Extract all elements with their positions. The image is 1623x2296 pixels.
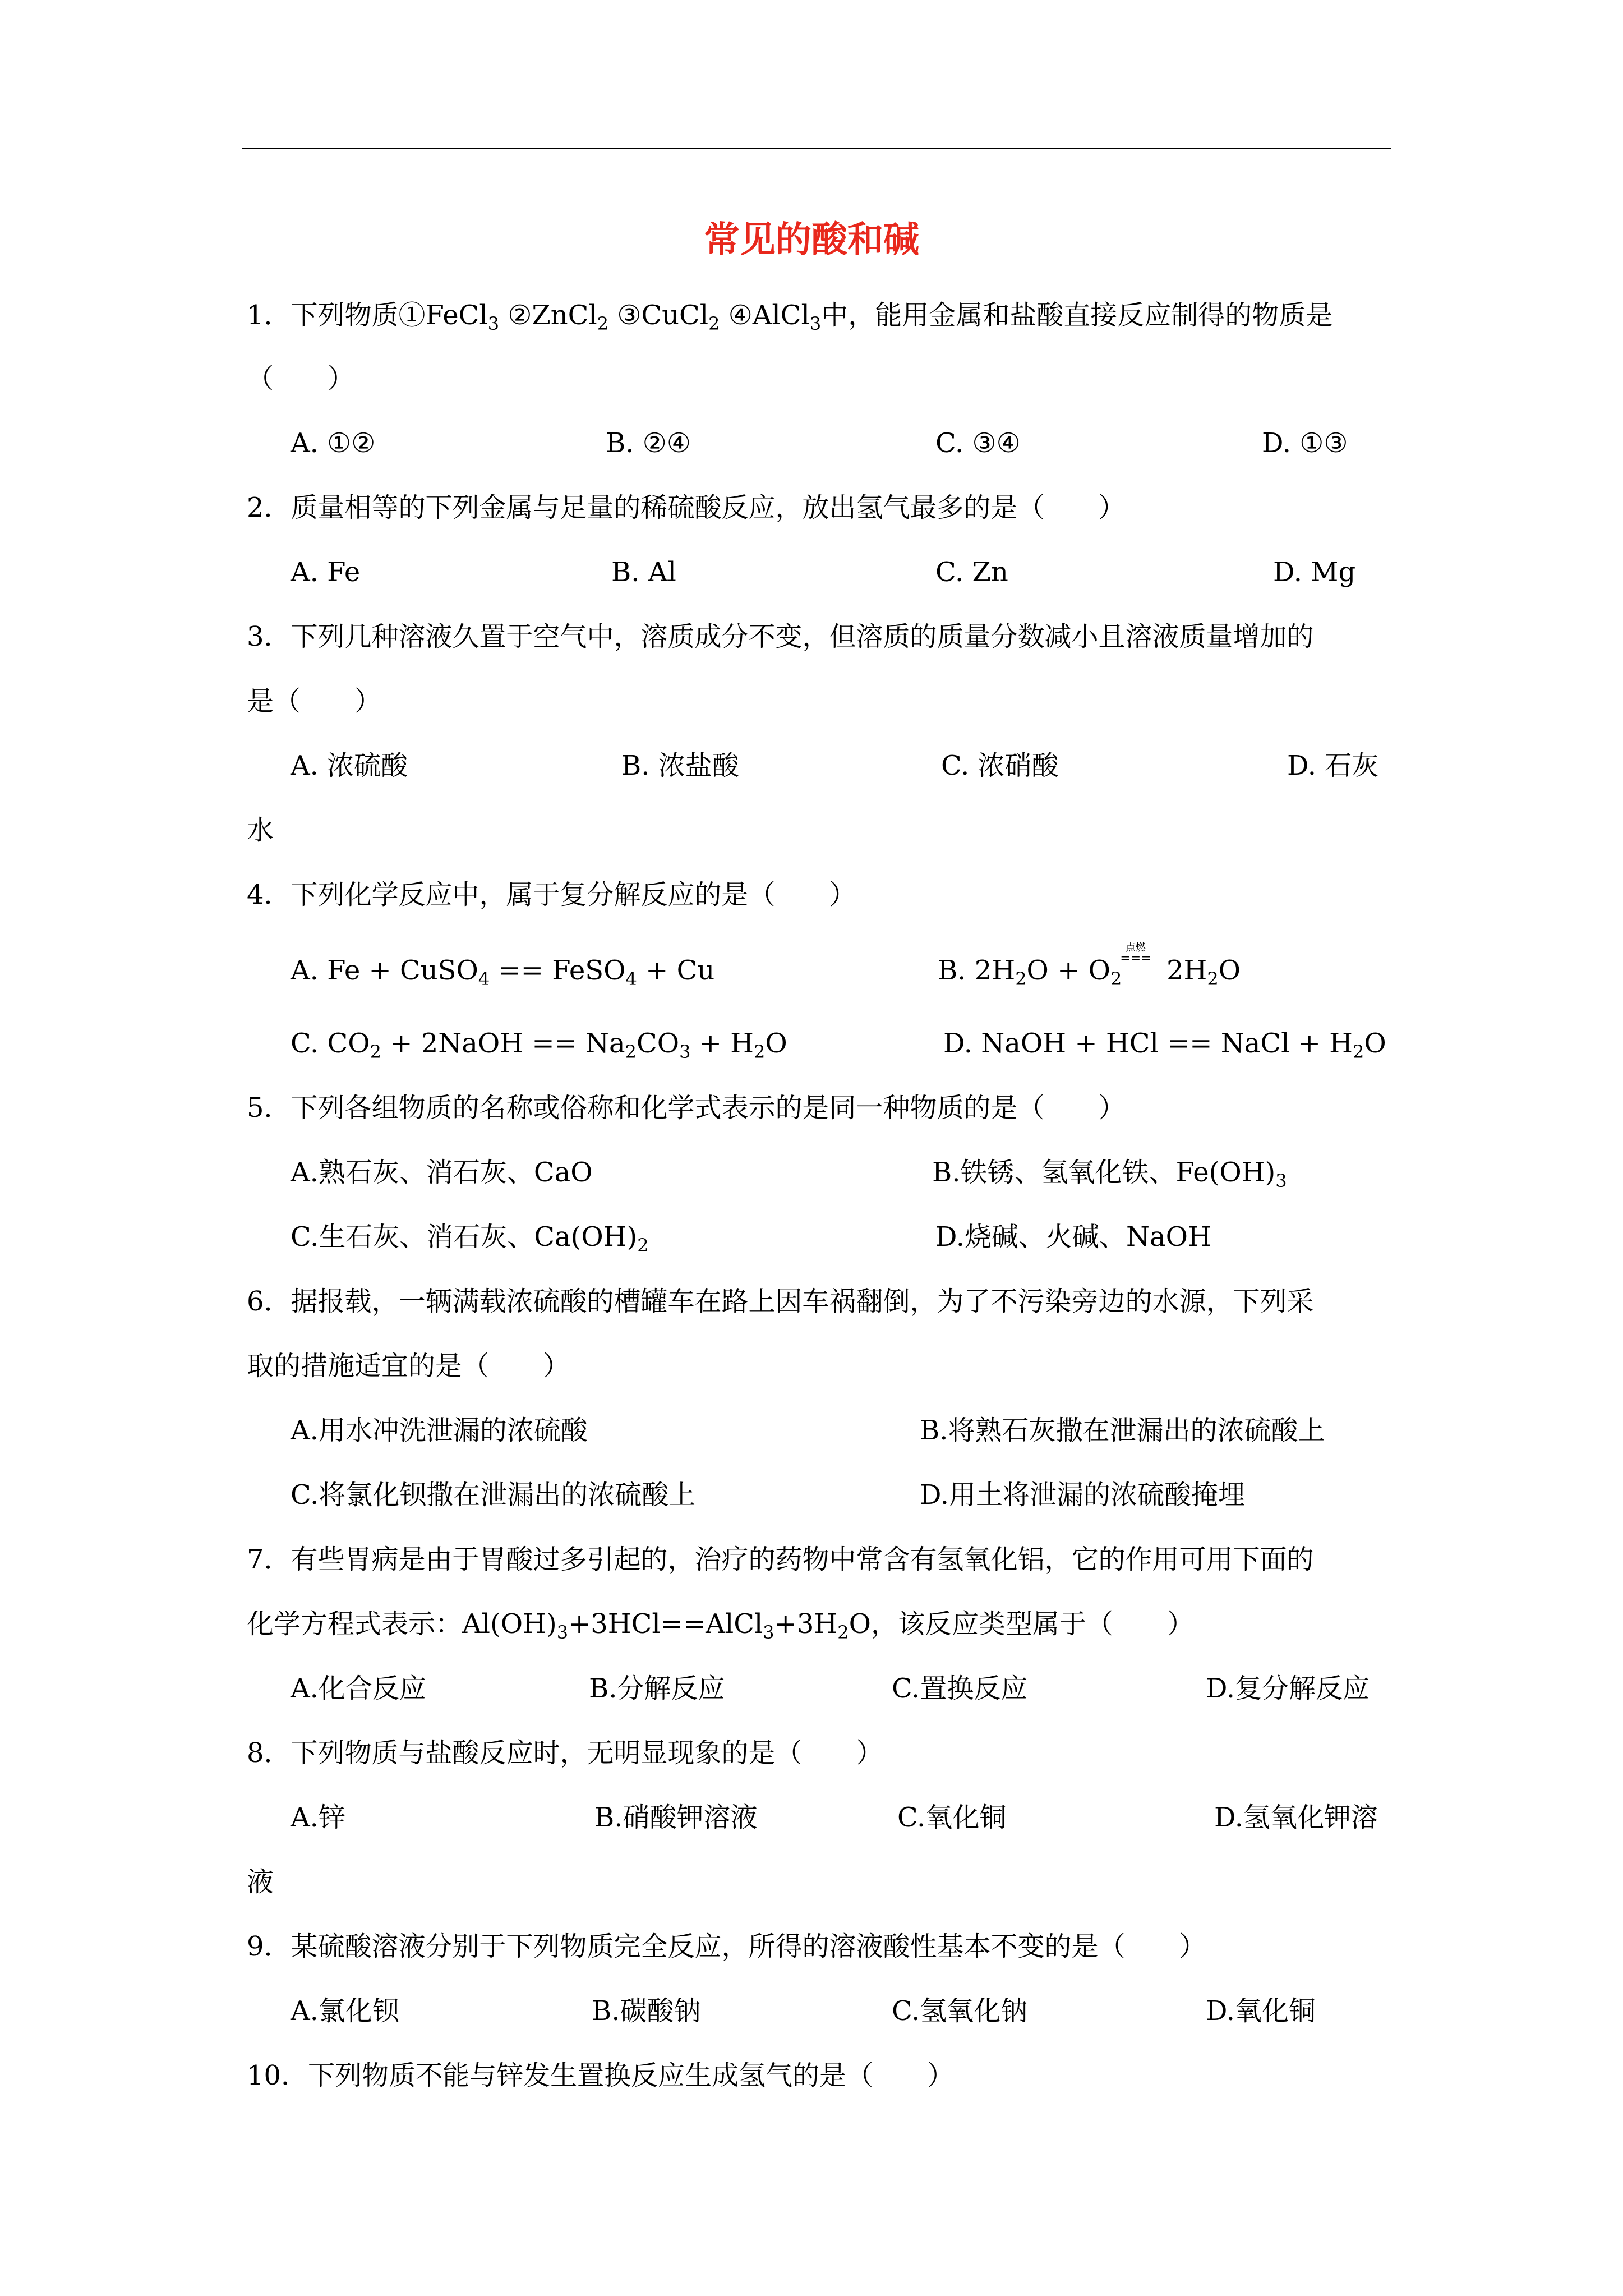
q7-option-b: B.分解反应 bbox=[589, 1673, 725, 1704]
header-rule bbox=[242, 148, 1391, 149]
question-3-stem-cont: 是（ ） bbox=[247, 685, 382, 717]
q1-option-c: C. ③④ bbox=[935, 427, 1021, 459]
q9-option-d: D.氧化铜 bbox=[1206, 1995, 1316, 2027]
q4-option-b: B. $2H_2O + O_2$ bbox=[938, 955, 1122, 990]
question-3-stem: 3．下列几种溶液久置于空气中，溶质成分不变，但溶质的质量分数减小且溶液质量增加的 bbox=[247, 621, 1314, 652]
question-6-stem: 6．据报载，一辆满载浓硫酸的槽罐车在路上因车祸翻倒，为了不污染旁边的水源，下列采 bbox=[247, 1286, 1314, 1317]
q2-option-d: D. Mg bbox=[1273, 556, 1356, 588]
q6-option-a: A.用水冲洗泄漏的浓硫酸 bbox=[291, 1415, 588, 1446]
question-2-stem: 2．质量相等的下列金属与足量的稀硫酸反应，放出氢气最多的是（ ） bbox=[247, 492, 1126, 523]
q3-option-d: D. 石灰 bbox=[1287, 750, 1379, 781]
q7-option-c: C.置换反应 bbox=[892, 1673, 1028, 1704]
q8-option-c: C.氧化铜 bbox=[897, 1802, 1007, 1833]
q6-option-d: D.用土将泄漏的浓硫酸掩埋 bbox=[920, 1479, 1246, 1511]
q5-option-b: B.铁锈、氢氧化铁、$Fe(OH)_3$ bbox=[932, 1157, 1287, 1191]
q6-option-c: C.将氯化钡撒在泄漏出的浓硫酸上 bbox=[291, 1479, 696, 1511]
q1-option-b: B. ②④ bbox=[606, 427, 691, 459]
q9-option-b: B.碳酸钠 bbox=[592, 1995, 701, 2027]
reaction-condition: 点燃 === bbox=[1120, 942, 1151, 965]
q5-option-d: D.烧碱、火碱、NaOH bbox=[935, 1221, 1211, 1253]
question-10-stem: 10．下列物质不能与锌发生置换反应生成氢气的是（ ） bbox=[247, 2060, 955, 2091]
q2-option-c: C. Zn bbox=[935, 556, 1008, 588]
q7-option-d: D.复分解反应 bbox=[1206, 1673, 1370, 1704]
q4-option-d: D. NaOH + HCl == NaCl + $H_2O$ bbox=[943, 1028, 1386, 1062]
question-6-stem-cont: 取的措施适宜的是（ ） bbox=[247, 1350, 570, 1382]
page-title: 常见的酸和碱 bbox=[704, 219, 919, 261]
q8-option-d: D.氢氧化钾溶 bbox=[1214, 1802, 1378, 1833]
q1-option-a: A. ①② bbox=[291, 427, 376, 459]
q9-option-c: C.氢氧化钠 bbox=[892, 1995, 1028, 2027]
q3-option-a: A. 浓硫酸 bbox=[291, 750, 408, 781]
q4-option-a: A. Fe + CuSO$_4$ == FeSO$_4$ + Cu bbox=[291, 955, 715, 990]
question-7-equation: 化学方程式表示：$Al(OH)_3+3HCl==AlCl_3+3H_2O$，该反应类型属于（ ） bbox=[247, 1608, 1194, 1643]
question-9-stem: 9．某硫酸溶液分别于下列物质完全反应，所得的溶液酸性基本不变的是（ ） bbox=[247, 1931, 1206, 1962]
question-4-stem: 4．下列化学反应中，属于复分解反应的是（ ） bbox=[247, 879, 856, 910]
question-1-stem: 1．下列物质①FeCl$_3$ ②ZnCl$_2$ ③CuCl$_2$ ④AlCl$_3$中，能用金属和盐酸直接反应制得的物质是 bbox=[247, 300, 1333, 334]
question-1-blank: （ ） bbox=[247, 363, 355, 394]
q8-option-a: A.锌 bbox=[291, 1802, 345, 1833]
q6-option-b: B.将熟石灰撒在泄漏出的浓硫酸上 bbox=[920, 1415, 1325, 1446]
q3-option-d-wrap: 水 bbox=[247, 815, 274, 846]
q3-option-b: B. 浓盐酸 bbox=[621, 750, 739, 781]
q8-option-b: B.硝酸钾溶液 bbox=[594, 1802, 758, 1833]
q2-option-b: B. Al bbox=[611, 556, 676, 588]
q2-option-a: A. Fe bbox=[291, 556, 361, 588]
question-5-stem: 5．下列各组物质的名称或俗称和化学式表示的是同一种物质的是（ ） bbox=[247, 1092, 1126, 1124]
q4-option-c: C. $CO_2$ + 2NaOH == $Na_2CO_3 + H_2O$ bbox=[291, 1028, 787, 1062]
q1-option-d: D. ①③ bbox=[1262, 427, 1348, 459]
q4-option-b-product: $2H_2O$ bbox=[1166, 955, 1241, 990]
q9-option-a: A.氯化钡 bbox=[291, 1995, 399, 2027]
q7-option-a: A.化合反应 bbox=[291, 1673, 426, 1704]
q5-option-a: A.熟石灰、消石灰、CaO bbox=[291, 1157, 593, 1188]
q8-option-d-wrap: 液 bbox=[247, 1866, 274, 1898]
question-8-stem: 8．下列物质与盐酸反应时，无明显现象的是（ ） bbox=[247, 1737, 883, 1769]
question-7-stem: 7．有些胃病是由于胃酸过多引起的，治疗的药物中常含有氢氧化铝，它的作用可用下面的 bbox=[247, 1544, 1314, 1575]
q3-option-c: C. 浓硝酸 bbox=[941, 750, 1059, 781]
q5-option-c: C.生石灰、消石灰、$Ca(OH)_2$ bbox=[291, 1221, 649, 1256]
